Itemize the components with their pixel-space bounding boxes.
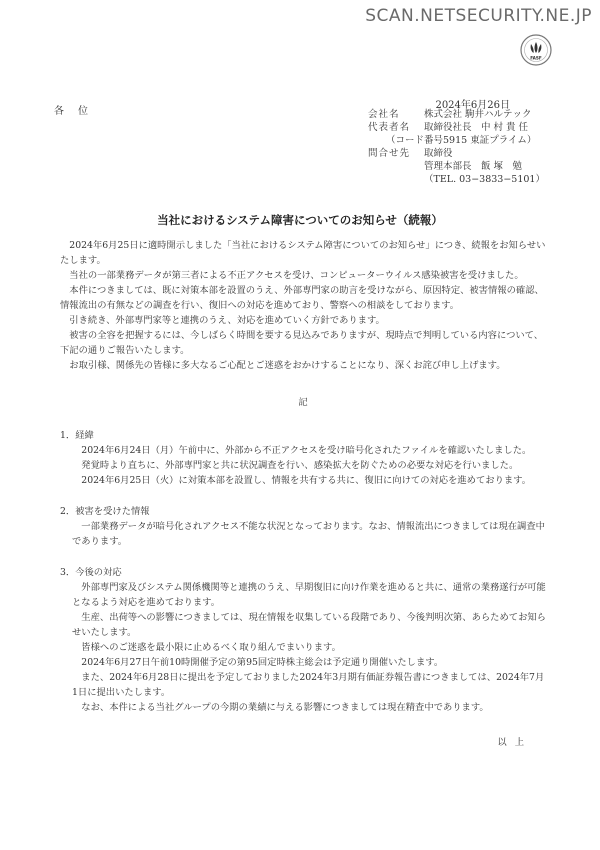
section-paragraph: 2024年6月27日午前10時開催予定の第95回定時株主総会は予定通り開催いたします。 — [81, 657, 444, 668]
info-value: 管理本部長 飯 塚 勉 — [424, 161, 523, 172]
addressee: 各位 — [54, 106, 102, 117]
info-label — [368, 134, 386, 147]
section-paragraph: 発覚時より直ちに、外部専門家と共に状況調査を行い、感染拡大を防ぐための必要な対応を行いました。 — [81, 460, 519, 471]
site-watermark: SCAN.NETSECURITY.NE.JP — [365, 6, 592, 26]
info-label — [368, 160, 424, 173]
section-body — [60, 519, 546, 549]
document-body — [60, 238, 546, 750]
info-label: 代表者名 — [368, 122, 411, 133]
intro-paragraph: 本件につきましては、既に対策本部を設置のうえ、外部専門家の助言を受けながら、原因特定、被害情報の確認、情報流出の有無などの調査を行い、復旧への対応を進めており、警察への相談をしております。 — [60, 285, 544, 311]
info-row — [368, 121, 545, 134]
section-paragraph: 2024年6月24日（月）午前中に、外部から不正アクセスを受け暗号化されたファイルを確認いたしました。 — [81, 445, 532, 456]
section-paragraph: 生産、出荷等への影響につきましては、現在情報を収集している段階であり、今後判明次第、あらためてお知らせいたします。 — [72, 612, 546, 638]
section-heading: 2．被害を受けた情報 — [60, 506, 150, 517]
info-value: 取締役 — [424, 148, 453, 159]
section-heading: 1．経緯 — [60, 430, 94, 441]
intro-paragraph: 被害の全容を把握するには、今しばらく時間を要する見込みでありますが、現時点で判明している内容について、下記の通りご報告いたします。 — [60, 330, 544, 356]
info-label: 会社名 — [368, 109, 400, 120]
intro-paragraph: お取引様、関係先の皆様に多大なるご心配とご迷惑をおかけすることになり、深くお詫び申し上げます。 — [69, 360, 506, 371]
info-row — [368, 147, 545, 160]
company-info — [368, 108, 545, 186]
fasf-seal-icon — [520, 34, 552, 66]
intro-paragraph: 2024年6月25日に適時開示しました「当社におけるシステム障害についてのお知らせ」につき、続報をお知らせいたします。 — [60, 240, 546, 266]
section-heading: 3．今後の対応 — [60, 567, 122, 578]
info-label — [368, 173, 424, 186]
section-body — [60, 580, 546, 715]
info-value: （コード番号5915 東証プライム） — [386, 135, 537, 146]
section-paragraph: 皆様へのご迷惑を最小限に止めるべく取り組んでまいります。 — [81, 642, 341, 653]
section-paragraph: 外部専門家及びシステム関係機関等と連携のうえ、早期復旧に向け作業を進めると共に、通常の業務遂行が可能となるよう対応を進めております。 — [72, 582, 546, 608]
info-value: 株式会社 駒井ハルテック — [424, 109, 532, 120]
info-label: 問合せ先 — [368, 148, 411, 159]
info-row — [368, 134, 545, 147]
document-date: 2024年6月26日 — [435, 100, 510, 111]
section-paragraph: また、2024年6月28日に提出を予定しておりました2024年3月期有価証券報告書につきましては、2024年7月1日に提出いたします。 — [72, 672, 545, 698]
info-row — [368, 173, 545, 186]
section-body — [60, 443, 546, 488]
intro-paragraph: 引き続き、外部専門家等と連携のうえ、対応を進めていく方針であります。 — [69, 315, 385, 326]
closing-mark: 以上 — [497, 737, 532, 748]
section-paragraph: なお、本件による当社グループの今期の業績に与える影響につきましては現在精査中であります。 — [81, 702, 489, 713]
info-row — [368, 160, 545, 173]
section-paragraph: 一部業務データが暗号化されアクセス不能な状況となっております。なお、情報流出につきましては現在調査中であります。 — [72, 521, 545, 547]
intro-paragraph: 当社の一部業務データが第三者による不正アクセスを受け、コンピューターウイルス感染被害を受けました。 — [69, 270, 524, 281]
ki-heading: 記 — [298, 397, 308, 408]
info-value: （TEL. 03−3833−5101） — [424, 174, 545, 185]
document-title: 当社におけるシステム障害についてのお知らせ（続報） — [157, 213, 443, 227]
info-row — [368, 108, 545, 121]
section-paragraph: 2024年6月25日（火）に対策本部を設置し、情報を共有する共に、復旧に向けての対応を進めております。 — [81, 475, 532, 486]
logo-text: FASF — [530, 55, 542, 61]
info-value: 取締役社長 中 村 貴 任 — [424, 122, 529, 133]
